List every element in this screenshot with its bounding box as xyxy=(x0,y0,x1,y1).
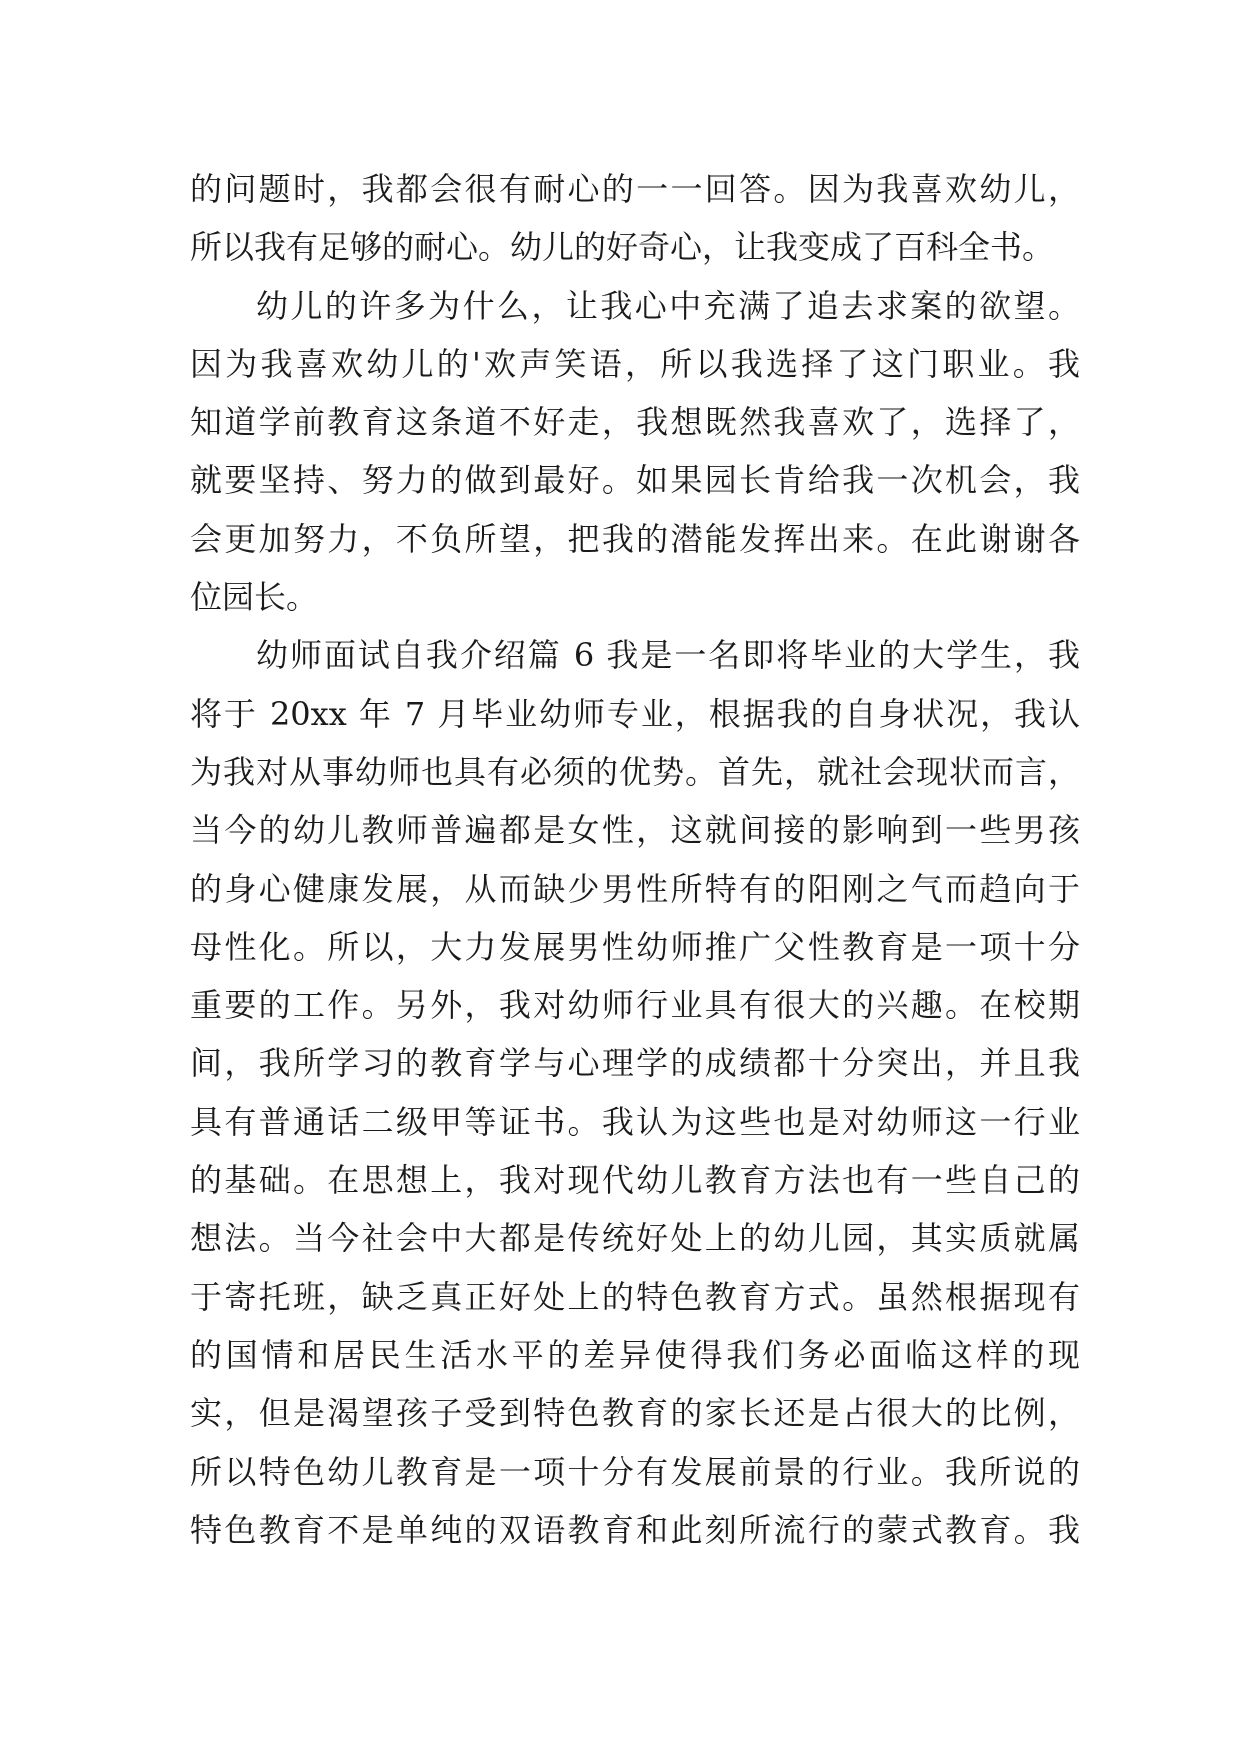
text-line: 就要坚持、努力的做到最好。如果园长肯给我一次机会，我 xyxy=(190,461,1080,500)
text-line: 特色教育不是单纯的双语教育和此刻所流行的蒙式教育。我 xyxy=(190,1510,1080,1549)
text-line: 为我对从事幼师也具有必须的优势。首先，就社会现状而言， xyxy=(190,752,1080,791)
body-text xyxy=(190,160,1080,1559)
text-line: 于寄托班，缺乏真正好处上的特色教育方式。虽然根据现有 xyxy=(190,1277,1080,1316)
text-line: 具有普通话二级甲等证书。我认为这些也是对幼师这一行业 xyxy=(190,1102,1080,1141)
text-line: 所以特色幼儿教育是一项十分有发展前景的行业。我所说的 xyxy=(190,1452,1080,1491)
text-line: 当今的幼儿教师普遍都是女性，这就间接的影响到一些男孩 xyxy=(190,811,1080,850)
text-line: 因为我喜欢幼儿的'欢声笑语，所以我选择了这门职业。我 xyxy=(190,344,1080,383)
text-line: 的国情和居民生活水平的差异使得我们务必面临这样的现 xyxy=(190,1335,1080,1374)
text-line: 的问题时，我都会很有耐心的一一回答。因为我喜欢幼儿， xyxy=(190,170,1080,208)
text-line: 实，但是渴望孩子受到特色教育的家长还是占很大的比例， xyxy=(190,1394,1080,1433)
text-line: 将于 20xx 年 7 月毕业幼师专业，根据我的自身状况，我认 xyxy=(190,694,1080,733)
text-line: 位园长。 xyxy=(190,578,319,617)
text-line: 所以我有足够的耐心。幼儿的好奇心，让我变成了百科全书。 xyxy=(190,228,1055,267)
text-line: 幼儿的许多为什么，让我心中充满了追去求案的欲望。 xyxy=(256,286,1080,325)
text-line: 母性化。所以，大力发展男性幼师推广父性教育是一项十分 xyxy=(190,927,1080,966)
text-line: 会更加努力，不负所望，把我的潜能发挥出来。在此谢谢各 xyxy=(190,519,1080,558)
text-line: 知道学前教育这条道不好走，我想既然我喜欢了，选择了， xyxy=(190,403,1080,442)
text-line: 的身心健康发展，从而缺少男性所特有的阳刚之气而趋向于 xyxy=(190,869,1080,908)
text-line: 的基础。在思想上，我对现代幼儿教育方法也有一些自己的 xyxy=(190,1161,1080,1200)
text-line: 想法。当今社会中大都是传统好处上的幼儿园，其实质就属 xyxy=(190,1219,1080,1258)
text-line: 幼师面试自我介绍篇 6 我是一名即将毕业的大学生，我 xyxy=(256,636,1080,675)
text-line: 间，我所学习的教育学与心理学的成绩都十分突出，并且我 xyxy=(190,1044,1080,1083)
text-line: 重要的工作。另外，我对幼师行业具有很大的兴趣。在校期 xyxy=(190,986,1080,1025)
